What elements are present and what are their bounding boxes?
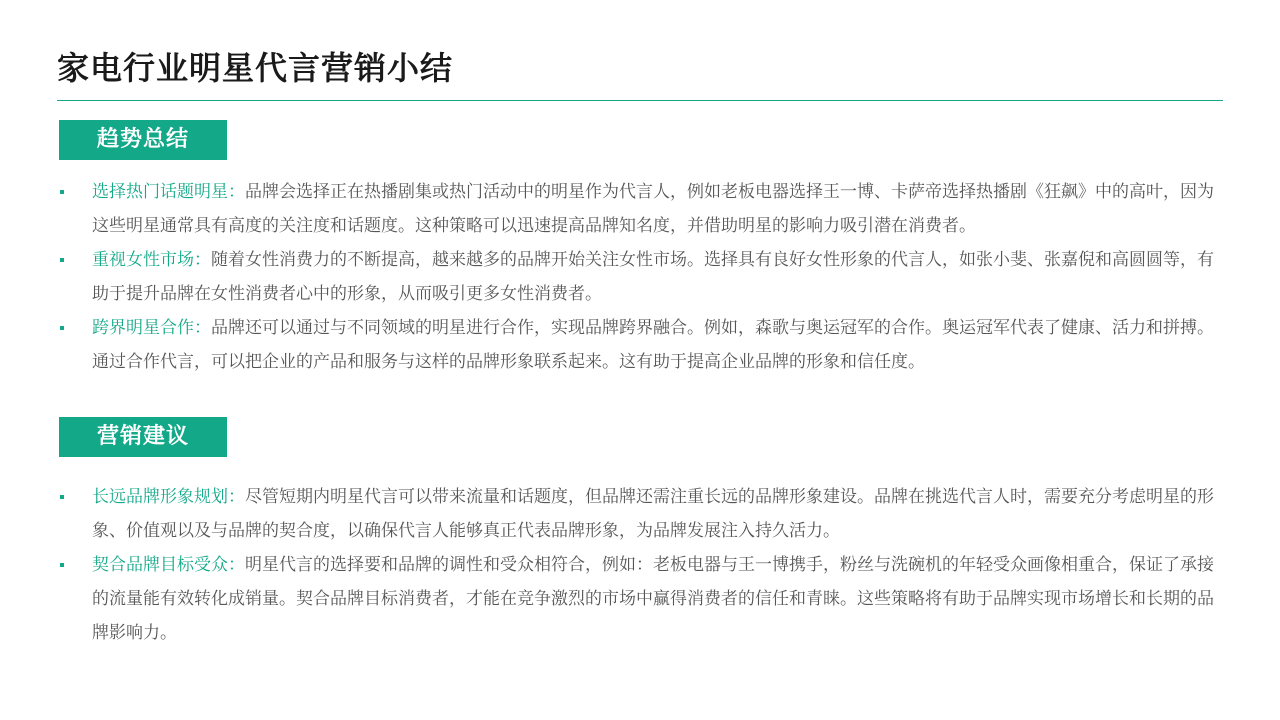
item-text: 尽管短期内明星代言可以带来流量和话题度，但品牌还需注重长远的品牌形象建设。品牌在挑选代言人时，需要充分考虑明星的形象、价值观以及与品牌的契合度，以确保代言人能够真正代表品牌形象，为品牌发展注入持久活力。 [92,487,1214,541]
bullet-icon [60,190,64,194]
bullet-icon [60,563,64,567]
item-term: 重视女性市场： [92,250,211,270]
list-item [60,311,1224,379]
list-item [60,175,1224,243]
section-heading-trends: 趋势总结 [59,120,227,160]
item-text: 明星代言的选择要和品牌的调性和受众相符合，例如：老板电器与王一博携手，粉丝与洗碗机的年轻受众画像相重合，保证了承接的流量能有效转化成销量。契合品牌目标消费者，才能在竞争激烈的市场中赢得消费者的信任和青睐。这些策略将有助于品牌实现市场增长和长期的品牌影响力。 [92,555,1214,643]
suggestions-list [60,480,1224,650]
bullet-icon [60,258,64,262]
item-term: 跨界明星合作： [92,318,211,338]
bullet-icon [60,495,64,499]
page-title: 家电行业明星代言营销小结 [57,49,454,87]
list-item [60,243,1224,311]
list-item [60,548,1224,650]
item-text: 品牌会选择正在热播剧集或热门活动中的明星作为代言人，例如老板电器选择王一博、卡萨帝选择热播剧《狂飙》中的高叶，因为这些明星通常具有高度的关注度和话题度。这种策略可以迅速提高品牌知名度，并借助明星的影响力吸引潜在消费者。 [92,182,1214,236]
item-term: 选择热门话题明星： [92,182,245,202]
item-text: 随着女性消费力的不断提高，越来越多的品牌开始关注女性市场。选择具有良好女性形象的代言人，如张小斐、张嘉倪和高圆圆等，有助于提升品牌在女性消费者心中的形象，从而吸引更多女性消费者。 [92,250,1214,304]
list-item [60,480,1224,548]
title-divider [57,100,1223,101]
bullet-icon [60,326,64,330]
item-text: 品牌还可以通过与不同领域的明星进行合作，实现品牌跨界融合。例如，森歌与奥运冠军的合作。奥运冠军代表了健康、活力和拼搏。通过合作代言，可以把企业的产品和服务与这样的品牌形象联系起来。这有助于提高企业品牌的形象和信任度。 [92,318,1214,372]
section-heading-suggestions: 营销建议 [59,417,227,457]
item-term: 长远品牌形象规划： [92,487,245,507]
item-term: 契合品牌目标受众： [92,555,245,575]
trends-list [60,175,1224,379]
